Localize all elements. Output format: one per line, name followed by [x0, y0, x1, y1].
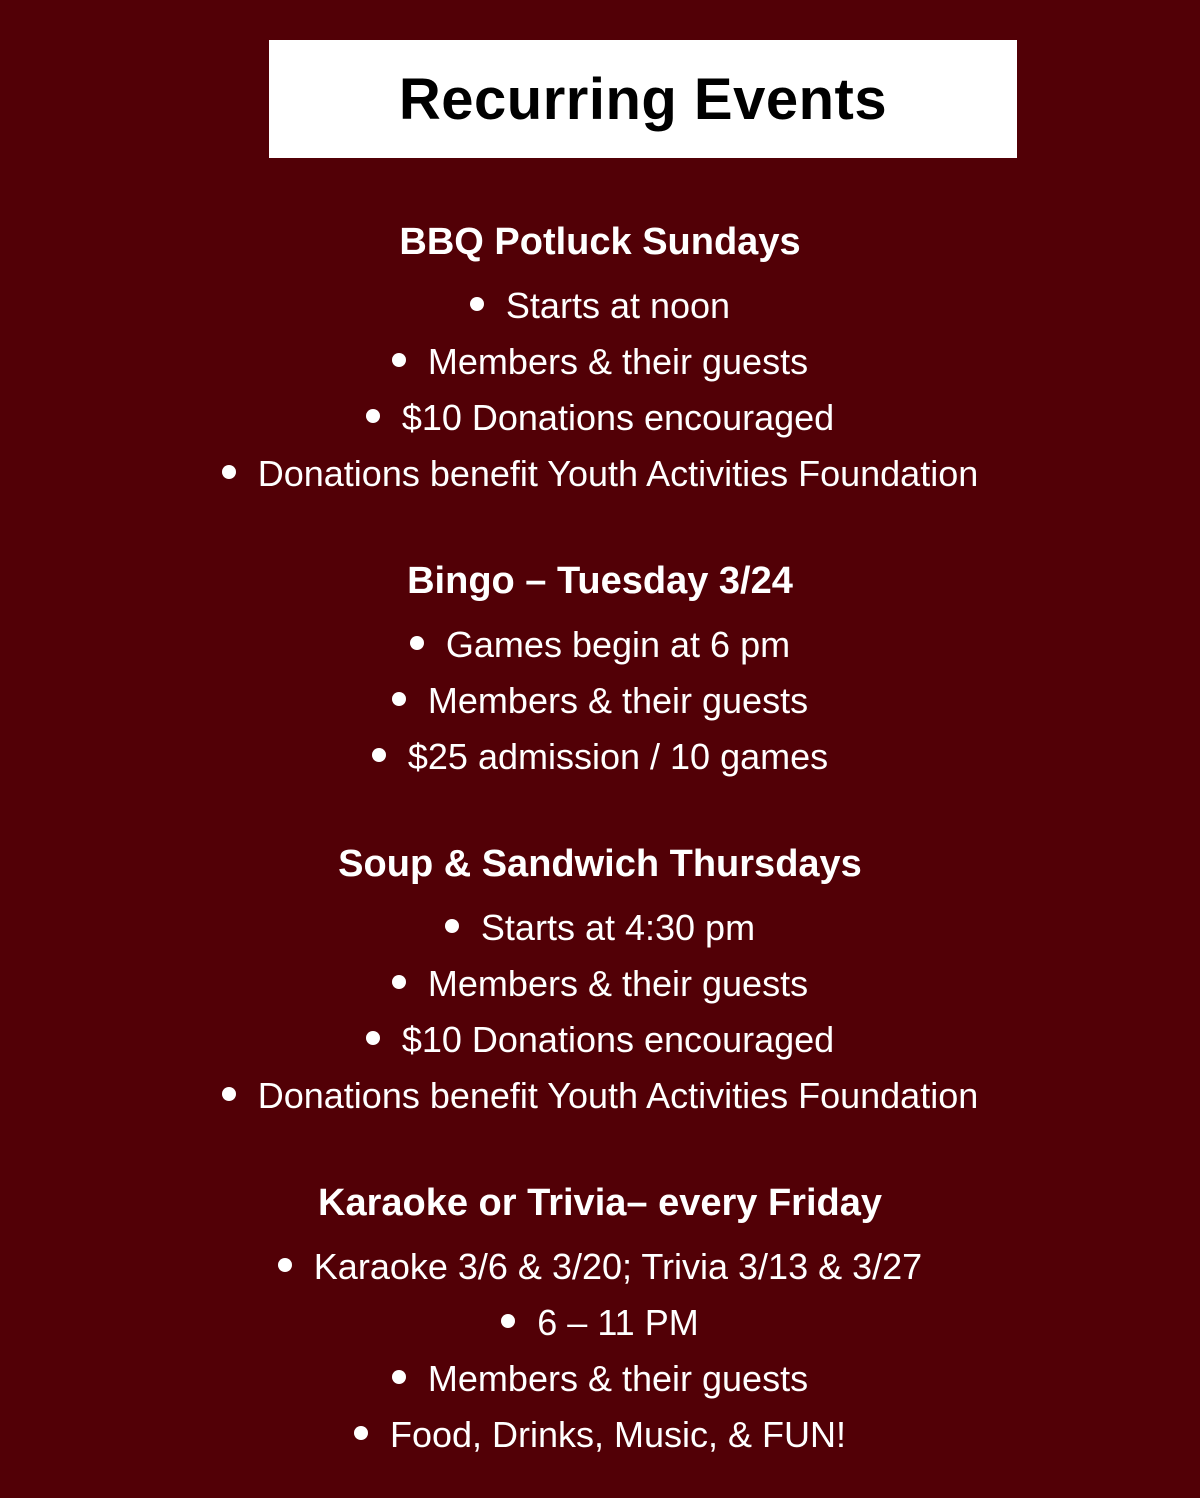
list-item-text: Starts at 4:30 pm: [480, 907, 756, 948]
list-item: [0, 1351, 1200, 1407]
list-item-text: Members & their guests: [427, 1358, 809, 1399]
list-item-text: Starts at noon: [505, 285, 731, 326]
event-heading: BBQ Potluck Sundays: [399, 221, 801, 263]
event-heading: Karaoke or Trivia– every Friday: [318, 1182, 882, 1224]
bullet-icon: [392, 975, 406, 989]
list-item-text: Members & their guests: [427, 963, 809, 1004]
event-details-list: [0, 900, 1200, 1124]
bullet-icon: [392, 353, 406, 367]
event-section-soup-sandwich: [0, 842, 1200, 1124]
list-item: [0, 334, 1200, 390]
list-item-text: Food, Drinks, Music, & FUN!: [389, 1414, 847, 1455]
bullet-icon: [445, 919, 459, 933]
list-item: [0, 390, 1200, 446]
list-item: [0, 1295, 1200, 1351]
list-item-text: Donations benefit Youth Activities Foundation: [257, 1075, 979, 1116]
event-heading: Bingo – Tuesday 3/24: [407, 560, 793, 602]
event-details-list: [0, 1239, 1200, 1463]
list-item: [0, 1407, 1200, 1463]
event-heading: Soup & Sandwich Thursdays: [338, 843, 862, 885]
bullet-icon: [392, 692, 406, 706]
list-item: [0, 956, 1200, 1012]
list-item-text: 6 – 11 PM: [537, 1302, 699, 1343]
bullet-icon: [278, 1258, 292, 1272]
bullet-icon: [392, 1370, 406, 1384]
list-item: [0, 1012, 1200, 1068]
bullet-icon: [410, 636, 424, 650]
list-item-text: $25 admission / 10 games: [407, 736, 829, 777]
bullet-icon: [366, 1031, 380, 1045]
list-item-text: $10 Donations encouraged: [401, 397, 835, 438]
list-item-text: Karaoke 3/6 & 3/20; Trivia 3/13 & 3/27: [313, 1246, 923, 1287]
list-item: [0, 1068, 1200, 1124]
list-item-text: $10 Donations encouraged: [401, 1019, 835, 1060]
title-box: [269, 40, 1017, 158]
list-item: [0, 617, 1200, 673]
event-section-karaoke-trivia: [0, 1181, 1200, 1463]
list-item-text: Members & their guests: [427, 680, 809, 721]
bullet-icon: [354, 1426, 368, 1440]
bullet-icon: [222, 1087, 236, 1101]
list-item: [0, 673, 1200, 729]
event-details-list: [0, 617, 1200, 785]
event-section-bingo: [0, 559, 1200, 785]
bullet-icon: [470, 297, 484, 311]
bullet-icon: [366, 409, 380, 423]
list-item: [0, 446, 1200, 502]
list-item: [0, 729, 1200, 785]
list-item: [0, 900, 1200, 956]
event-section-bbq: [0, 220, 1200, 502]
list-item: [0, 278, 1200, 334]
event-details-list: [0, 278, 1200, 502]
list-item: [0, 1239, 1200, 1295]
list-item-text: Donations benefit Youth Activities Foundation: [257, 453, 979, 494]
list-item-text: Members & their guests: [427, 341, 809, 382]
page-title: Recurring Events: [398, 66, 888, 132]
list-item-text: Games begin at 6 pm: [445, 624, 791, 665]
bullet-icon: [372, 748, 386, 762]
bullet-icon: [501, 1314, 515, 1328]
bullet-icon: [222, 465, 236, 479]
